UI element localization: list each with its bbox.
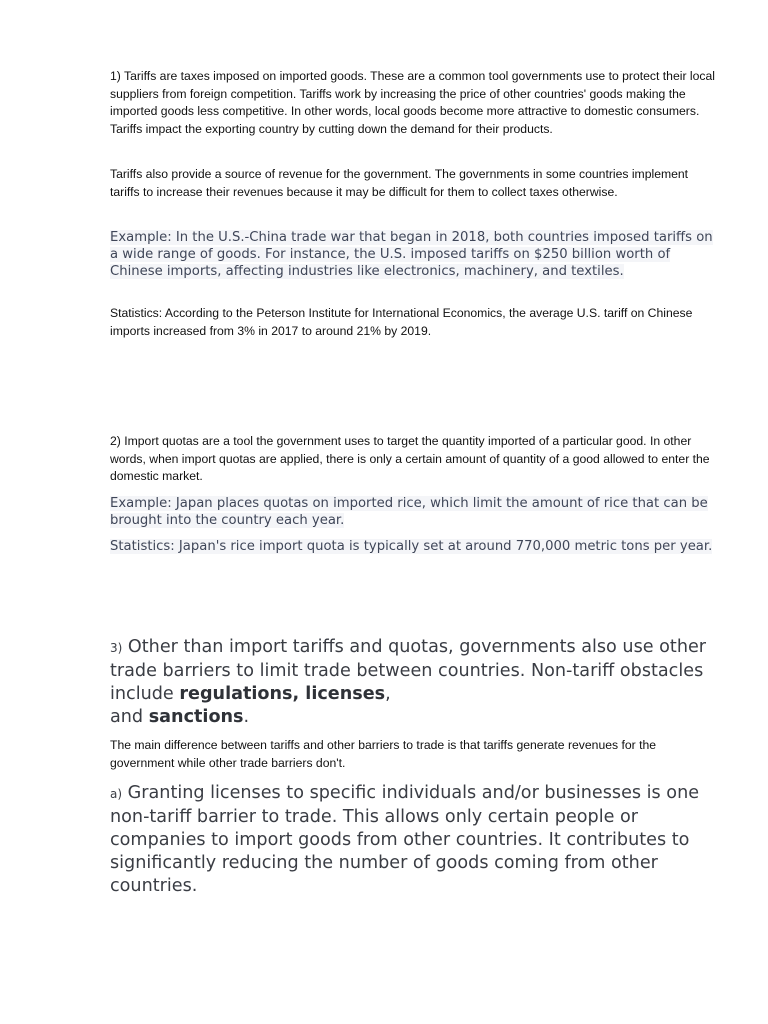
quotas-statistics-text: Statistics: Japan's rice import quota is typically set at around 770,000 metric tons per year. <box>110 539 713 554</box>
non-tariff-barriers-paragraph <box>110 636 716 729</box>
non-tariff-lead-text: Other than import tariffs and quotas, governments also use other trade barriers to limit trade between countries. Non-tariff obstacles include <box>110 637 707 704</box>
section3-number: 3) <box>110 641 123 655</box>
quotas-example-paragraph <box>110 495 716 529</box>
and-text: and <box>110 707 149 727</box>
tariff-difference-paragraph: The main difference between tariffs and other barriers to trade is that tariffs generate revenues for the government while other trade barriers don't. <box>110 738 657 770</box>
tariffs-example-paragraph <box>110 229 716 281</box>
period-text: . <box>243 707 250 727</box>
tariffs-revenue-paragraph: Tariffs also provide a source of revenue for the government. The governments in some countries implement tariffs to increase their revenues because it may be difficult for them to collect taxes otherwise. <box>110 167 689 199</box>
licenses-text: Granting licenses to specific individuals and/or businesses is one non-tariff barrier to trade. This allows only certain people or companies to import goods from other countries. It contributes to significantly reducing the number of goods coming from other countries. <box>110 783 700 896</box>
tariffs-example-text: Example: In the U.S.-China trade war that began in 2018, both countries imposed tariffs on a wide range of goods. For instance, the U.S. imposed tariffs on $250 billion worth of Chinese imports, affecting industries like electronics, machinery, and textiles. <box>110 230 713 280</box>
quotas-statistics-paragraph <box>110 538 716 555</box>
tariffs-statistics-paragraph: Statistics: According to the Peterson Institute for International Economics, the average U.S. tariff on Chinese imports increased from 3% in 2017 to around 21% by 2019. <box>110 306 693 338</box>
licenses-paragraph <box>110 782 716 898</box>
quotas-definition-paragraph: 2) Import quotas are a tool the government uses to target the quantity imported of a particular good. In other words, when import quotas are applied, there is only a certain amount of quantity of a good allowed to enter the domestic market. <box>110 434 710 483</box>
sanctions-bold: sanctions <box>148 707 244 727</box>
sub-a-number: a) <box>110 787 123 801</box>
quotas-example-text: Example: Japan places quotas on imported rice, which limit the amount of rice that can be brought into the country each year. <box>110 496 708 529</box>
tariffs-definition-paragraph: 1) Tariffs are taxes imposed on imported goods. These are a common tool governments use to protect their local suppliers from foreign competition. Tariffs work by increasing the price of other countries' goods making the imported goods less competitive. In other words, local goods become more attractive to domestic consumers. Tariffs impact the exporting country by cutting down the demand for their products. <box>110 69 715 136</box>
regulations-licenses-bold: regulations, licenses <box>179 684 386 704</box>
comma-text: , <box>385 684 391 704</box>
